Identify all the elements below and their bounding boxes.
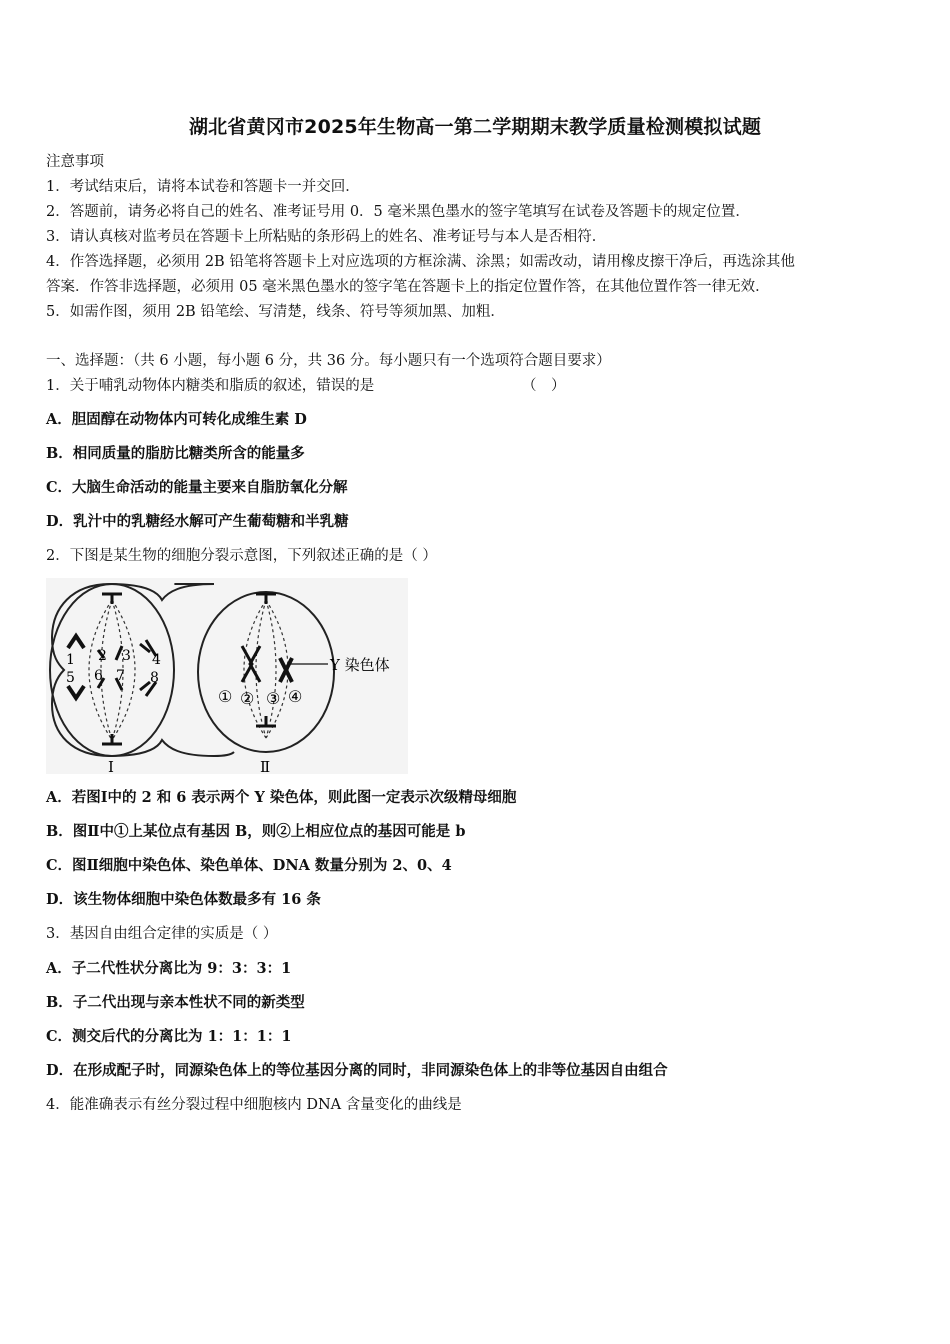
chromosome-number-1: 1: [66, 652, 75, 668]
option-c: C．大脑生命活动的能量主要来自脂肪氧化分解: [46, 479, 348, 496]
notice-item: 答案．作答非选择题，必须用 05 毫米黑色墨水的签字笔在答题卡上的指定位置作答，在其他位置作答一律无效．: [46, 279, 770, 295]
option-d: D．该生物体细胞中染色体数最多有 16 条: [46, 891, 321, 908]
circled-number-3: ③: [266, 689, 281, 708]
chromosome-number-2: 2: [98, 648, 107, 664]
chromosome-number-8: 8: [150, 670, 159, 686]
question-3-stem: 3．基因自由组合定律的实质是（ ）: [46, 926, 278, 942]
option-a: A．子二代性状分离比为 9：3：3：1: [46, 960, 292, 977]
notice-item: 4．作答选择题，必须用 2B 铅笔将答题卡上对应选项的方框涂满、涂黑；如需改动，请用橡皮擦干净后，再选涂其他: [46, 254, 795, 270]
notice-item: 1．考试结束后，请将本试卷和答题卡一并交回．: [46, 179, 360, 195]
option-d: D．乳汁中的乳糖经水解可产生葡萄糖和半乳糖: [46, 513, 349, 530]
circled-number-4: ④: [288, 687, 303, 706]
answer-paren: （ ）: [522, 378, 566, 394]
question-4-stem: 4．能准确表示有丝分裂过程中细胞核内 DNA 含量变化的曲线是: [46, 1097, 462, 1113]
notice-heading: 注意事项: [46, 154, 104, 170]
notice-item: 3．请认真核对监考员在答题卡上所粘贴的条形码上的姓名、准考证号与本人是否相符．: [46, 229, 607, 245]
option-b: B．图Ⅱ中①上某位点有基因 B，则②上相应位点的基因可能是 b: [46, 823, 466, 840]
cell-1-label: Ⅰ: [108, 758, 114, 774]
question-1-stem: 1．关于哺乳动物体内糖类和脂质的叙述，错误的是: [46, 378, 375, 394]
chromosome-number-6: 6: [94, 668, 103, 684]
option-c: C．测交后代的分离比为 1：1：1：1: [46, 1028, 292, 1045]
section-heading: 一、选择题：（共 6 小题，每小题 6 分，共 36 分。每小题只有一个选项符合题目要求）: [46, 353, 611, 369]
notice-item: 5．如需作图，须用 2B 铅笔绘、写清楚，线条、符号等须加黑、加粗．: [46, 304, 505, 320]
option-c: C．图Ⅱ细胞中染色体、染色单体、DNA 数量分别为 2、0、4: [46, 857, 452, 874]
chromosome-number-5: 5: [66, 670, 75, 686]
chromosome-number-7: 7: [116, 668, 125, 684]
exam-title: 湖北省黄冈市2025年生物高一第二学期期末教学质量检测模拟试题: [188, 116, 762, 138]
option-a: A．若图Ⅰ中的 2 和 6 表示两个 Y 染色体，则此图一定表示次级精母细胞: [46, 789, 517, 806]
y-chromosome-label: Y 染色体: [330, 656, 390, 674]
notice-item: 2．答题前，请务必将自己的姓名、准考证号用 0．5 毫米黑色墨水的签字笔填写在试卷及答题卡的规定位置．: [46, 204, 750, 220]
chromosome-number-4: 4: [152, 652, 161, 668]
circled-number-2: ②: [240, 689, 255, 708]
cell-2-label: Ⅱ: [260, 758, 271, 774]
question-2-stem: 2．下图是某生物的细胞分裂示意图，下列叙述正确的是（ ）: [46, 548, 437, 564]
circled-number-1: ①: [218, 687, 233, 706]
cell-division-diagram: [46, 578, 408, 774]
option-a: A．胆固醇在动物体内可转化成维生素 D: [46, 411, 307, 428]
option-d: D．在形成配子时，同源染色体上的等位基因分离的同时，非同源染色体上的非等位基因自由组合: [46, 1062, 668, 1079]
option-b: B．子二代出现与亲本性状不同的新类型: [46, 994, 305, 1011]
chromosome-number-3: 3: [122, 648, 131, 664]
option-b: B．相同质量的脂肪比糖类所含的能量多: [46, 445, 305, 462]
